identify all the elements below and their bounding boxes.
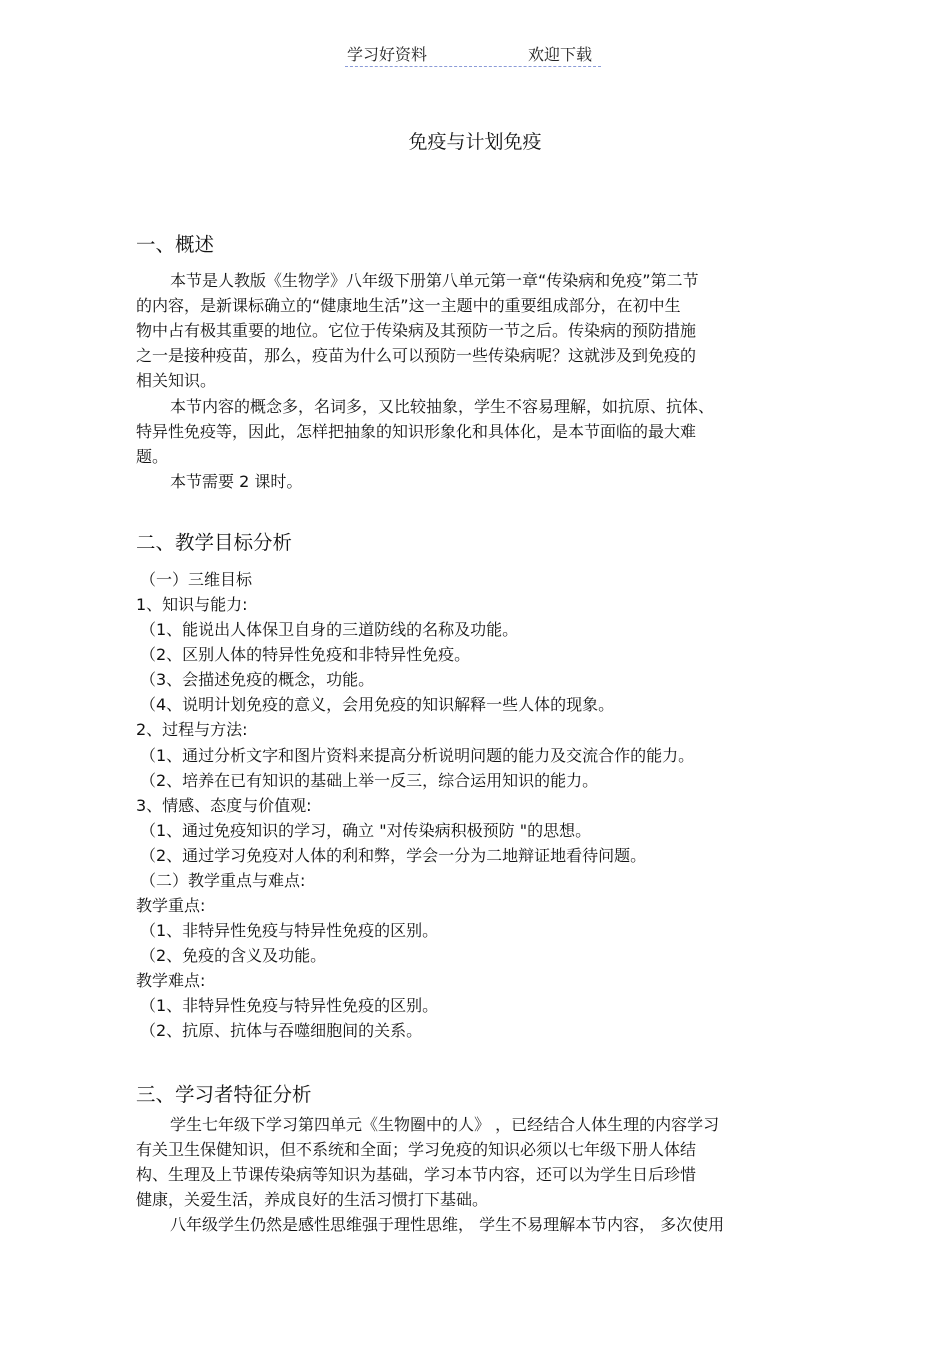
paragraph-line: 的内容，是新课标确立的“健康地生活”这一主题中的重要组成部分，在初中生 xyxy=(136,296,681,315)
paragraph-line: 有关卫生保健知识，但不系统和全面；学习免疫的知识必须以七年级下册人体结 xyxy=(136,1140,697,1159)
paragraph-line: 构、生理及上节课传染病等知识为基础，学习本节内容，还可以为学生日后珍惜 xyxy=(136,1165,697,1184)
list-line: （2、培养在已有知识的基础上举一反三，综合运用知识的能力。 xyxy=(140,771,599,790)
paragraph-line: 八年级学生仍然是感性思维强于理性思维， 学生不易理解本节内容， 多次使用 xyxy=(170,1215,725,1234)
list-line: 2、过程与方法: xyxy=(136,720,248,739)
list-line: （2、区别人体的特异性免疫和非特异性免疫。 xyxy=(140,645,471,664)
list-line: （1、通过免疫知识的学习，确立 "对传染病积极预防 "的思想。 xyxy=(140,821,592,840)
list-line: （1、非特异性免疫与特异性免疫的区别。 xyxy=(140,996,439,1015)
section-heading-overview: 一、概述 xyxy=(136,233,215,256)
list-line: （2、抗原、抗体与吞噬细胞间的关系。 xyxy=(140,1021,423,1040)
section-heading-learners: 三、学习者特征分析 xyxy=(136,1083,312,1106)
section-heading-objectives: 二、教学目标分析 xyxy=(136,531,293,554)
paragraph-line: 相关知识。 xyxy=(136,371,217,390)
list-line: 3、情感、态度与价值观: xyxy=(136,796,312,815)
paragraph-line: 之一是接种疫苗，那么，疫苗为什么可以预防一些传染病呢？这就涉及到免疫的 xyxy=(136,346,697,365)
list-line: （一）三维目标 xyxy=(140,570,253,589)
paragraph-line: 本节是人教版《生物学》八年级下册第八单元第一章“传染病和免疫”第二节 xyxy=(170,271,699,290)
list-line: （1、能说出人体保卫自身的三道防线的名称及功能。 xyxy=(140,620,519,639)
list-line: 教学重点: xyxy=(136,896,206,915)
paragraph-line: 题。 xyxy=(136,447,169,466)
list-line: （2、免疫的含义及功能。 xyxy=(140,946,327,965)
list-line: 教学难点: xyxy=(136,971,206,990)
header-right-text: 欢迎下载 xyxy=(528,45,593,64)
paragraph-line: 本节内容的概念多，名词多，又比较抽象，学生不容易理解，如抗原、抗体、 xyxy=(170,397,715,416)
header-left-text: 学习好资料 xyxy=(347,45,428,64)
paragraph-line: 物中占有极其重要的地位。它位于传染病及其预防一节之后。传染病的预防措施 xyxy=(136,321,697,340)
paragraph-line: 学生七年级下学习第四单元《生物圈中的人》 ，已经结合人体生理的内容学习 xyxy=(170,1115,720,1134)
paragraph-line: 特异性免疫等，因此，怎样把抽象的知识形象化和具体化，是本节面临的最大难 xyxy=(136,422,697,441)
paragraph-line: 健康，关爱生活，养成良好的生活习惯打下基础。 xyxy=(136,1190,489,1209)
list-line: 1、知识与能力: xyxy=(136,595,248,614)
list-line: （二）教学重点与难点: xyxy=(140,871,306,890)
list-line: （3、会描述免疫的概念，功能。 xyxy=(140,670,375,689)
page-header xyxy=(345,40,601,67)
list-line: （2、通过学习免疫对人体的利和弊，学会一分为二地辩证地看待问题。 xyxy=(140,846,647,865)
list-line: （1、通过分析文字和图片资料来提高分析说明问题的能力及交流合作的能力。 xyxy=(140,746,695,765)
list-line: （4、说明计划免疫的意义，会用免疫的知识解释一些人体的现象。 xyxy=(140,695,615,714)
document-title: 免疫与计划免疫 xyxy=(408,131,542,153)
paragraph-line: 本节需要 2 课时。 xyxy=(170,472,303,491)
list-line: （1、非特异性免疫与特异性免疫的区别。 xyxy=(140,921,439,940)
